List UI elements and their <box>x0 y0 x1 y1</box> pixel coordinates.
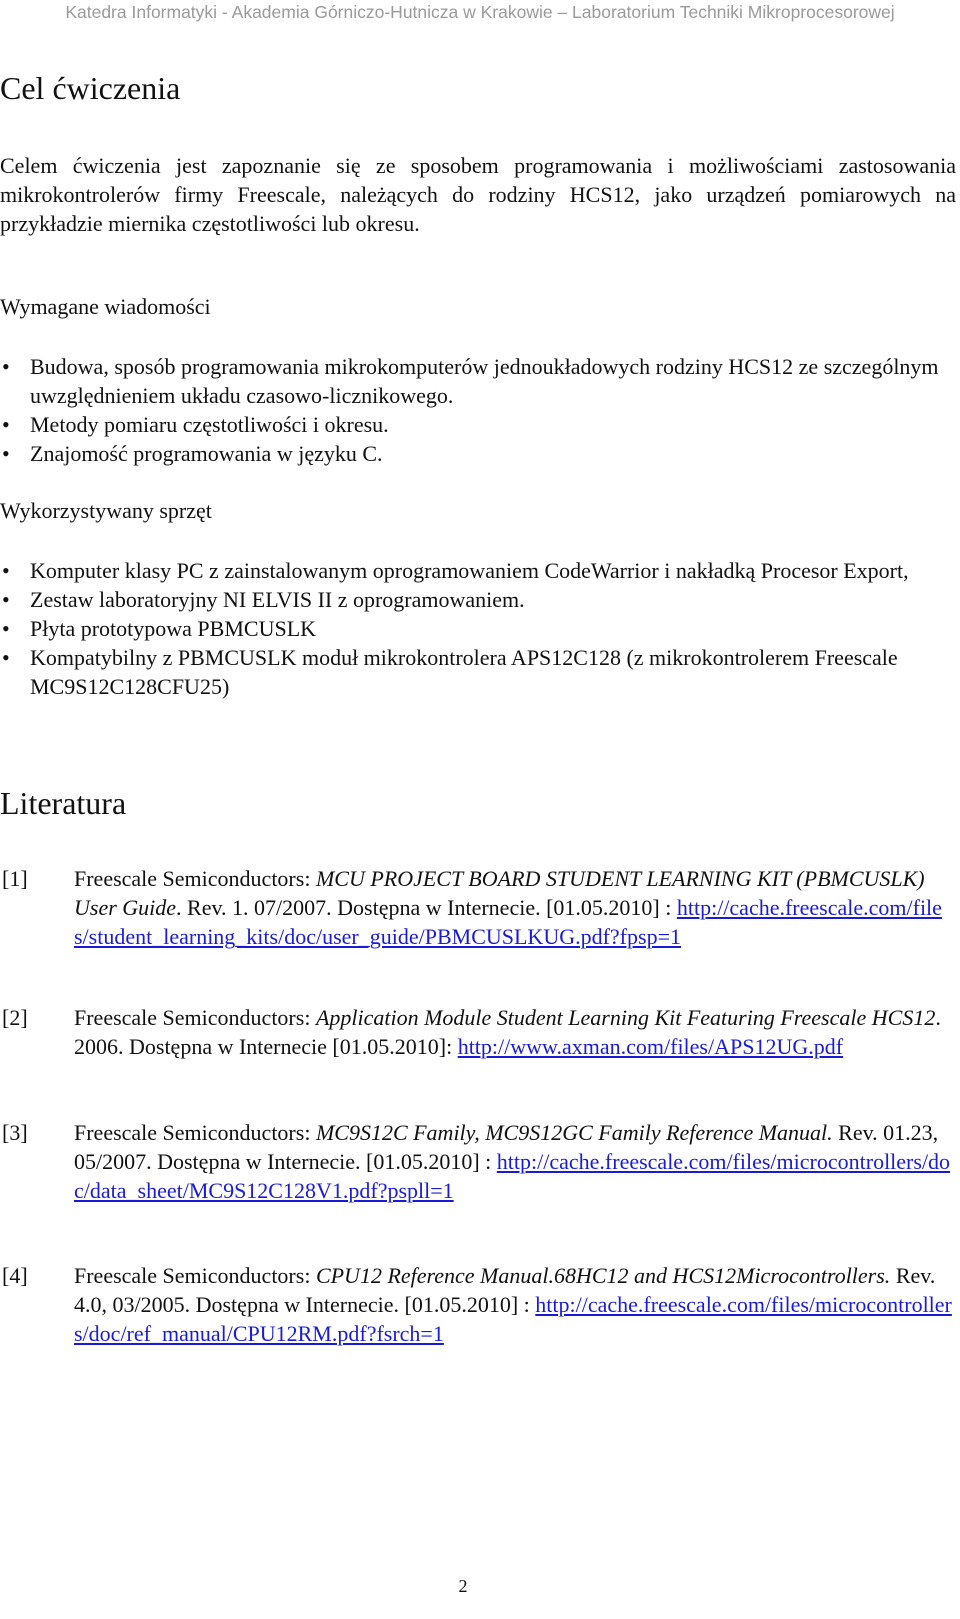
list-item <box>0 585 950 614</box>
reference-details: Rev. 01.23, 05/2007. Dostępna w Internecie. [01.05.2010] : <box>74 1120 939 1174</box>
reference-number: [3] <box>2 1120 28 1145</box>
reference-details: Rev. 4.0, 03/2005. Dostępna w Internecie. [01.05.2010] : <box>74 1263 936 1317</box>
bullet-icon: • <box>2 354 10 379</box>
page-header: Katedra Informatyki - Akademia Górniczo-Hutnicza w Krakowie – Laboratorium Techniki Mikroprocesorowej <box>65 2 895 22</box>
reference-number: [2] <box>2 1005 28 1030</box>
goal-heading: Cel ćwiczenia <box>0 70 181 106</box>
reference-number: [1] <box>2 866 28 891</box>
requirements-heading: Wymagane wiadomości <box>0 294 211 319</box>
bullet-icon: • <box>2 616 10 641</box>
reference-author: Freescale Semiconductors: <box>74 1120 316 1145</box>
page-number: 2 <box>458 1576 468 1596</box>
reference-link[interactable]: http://www.axman.com/files/APS12UG.pdf <box>457 1034 844 1059</box>
reference-details: . Rev. 1. 07/2007. Dostępna w Internecie. [01.05.2010] : <box>176 895 677 920</box>
list-item-text: Komputer klasy PC z zainstalowanym oprogramowaniem CodeWarrior i nakładką Procesor Export, <box>30 558 909 583</box>
reference-number: [4] <box>2 1263 28 1288</box>
list-item-text: Kompatybilny z PBMCUSLK moduł mikrokontrolera APS12C128 (z mikrokontrolerem Freescale MC9S12C128CFU25) <box>30 645 898 699</box>
literature-heading: Literatura <box>0 785 127 821</box>
reference-link[interactable]: http://cache.freescale.com/files/microcontrollers/doc/data_sheet/MC9S12C128V1.pdf?pspll=1 <box>74 1149 951 1203</box>
equipment-list <box>0 556 950 701</box>
reference-link[interactable]: http://cache.freescale.com/files/student_learning_kits/doc/user_guide/PBMCUSLKUG.pdf?fpsp=1 <box>74 895 942 949</box>
list-item-text: Znajomość programowania w języku C. <box>30 441 383 466</box>
reference-title: Application Module Student Learning Kit Featuring Freescale HCS12 <box>315 1005 936 1030</box>
list-item-text: Zestaw laboratoryjny NI ELVIS II z oprogramowaniem. <box>30 587 525 612</box>
reference-author: Freescale Semiconductors: <box>74 1005 316 1030</box>
equipment-heading: Wykorzystywany sprzęt <box>0 498 212 523</box>
bullet-icon: • <box>2 412 10 437</box>
list-item <box>0 643 950 701</box>
bullet-icon: • <box>2 587 10 612</box>
bullet-icon: • <box>2 558 10 583</box>
list-item <box>0 614 950 643</box>
bullet-icon: • <box>2 441 10 466</box>
reference-author: Freescale Semiconductors: <box>74 1263 316 1288</box>
reference-body <box>74 1261 954 1348</box>
reference-body <box>74 1003 954 1061</box>
list-item <box>0 410 950 439</box>
list-item-text: Budowa, sposób programowania mikrokomputerów jednoukładowych rodziny HCS12 ze szczególnym uwzględnieniem układu czasowo-licznikowego. <box>30 354 939 408</box>
reference-title: MC9S12C Family, MC9S12GC Family Reference Manual. <box>315 1120 833 1145</box>
reference-body <box>74 1118 954 1205</box>
reference-title: MCU PROJECT BOARD STUDENT LEARNING KIT (PBMCUSLK) User Guide <box>74 866 925 920</box>
list-item <box>0 556 950 585</box>
list-item <box>0 352 950 410</box>
list-item <box>0 439 950 468</box>
reference-body <box>74 864 954 951</box>
reference-link[interactable]: http://cache.freescale.com/files/microcontrollers/doc/ref_manual/CPU12RM.pdf?fsrch=1 <box>74 1292 952 1346</box>
list-item-text: Metody pomiaru częstotliwości i okresu. <box>30 412 389 437</box>
requirements-list <box>0 352 950 468</box>
reference-details: . 2006. Dostępna w Internecie [01.05.2010]: <box>74 1005 941 1059</box>
goal-paragraph: Celem ćwiczenia jest zapoznanie się ze sposobem programowania i możliwościami zastosowania mikrokontrolerów firmy Freescale, należących do rodziny HCS12, jako urządzeń pomiarowych na przykładzie miernika częstotliwości lub okresu. <box>0 153 956 236</box>
reference-author: Freescale Semiconductors: <box>74 866 316 891</box>
list-item-text: Płyta prototypowa PBMCUSLK <box>30 616 317 641</box>
reference-title: CPU12 Reference Manual.68HC12 and HCS12Microcontrollers. <box>315 1263 891 1288</box>
bullet-icon: • <box>2 645 10 670</box>
